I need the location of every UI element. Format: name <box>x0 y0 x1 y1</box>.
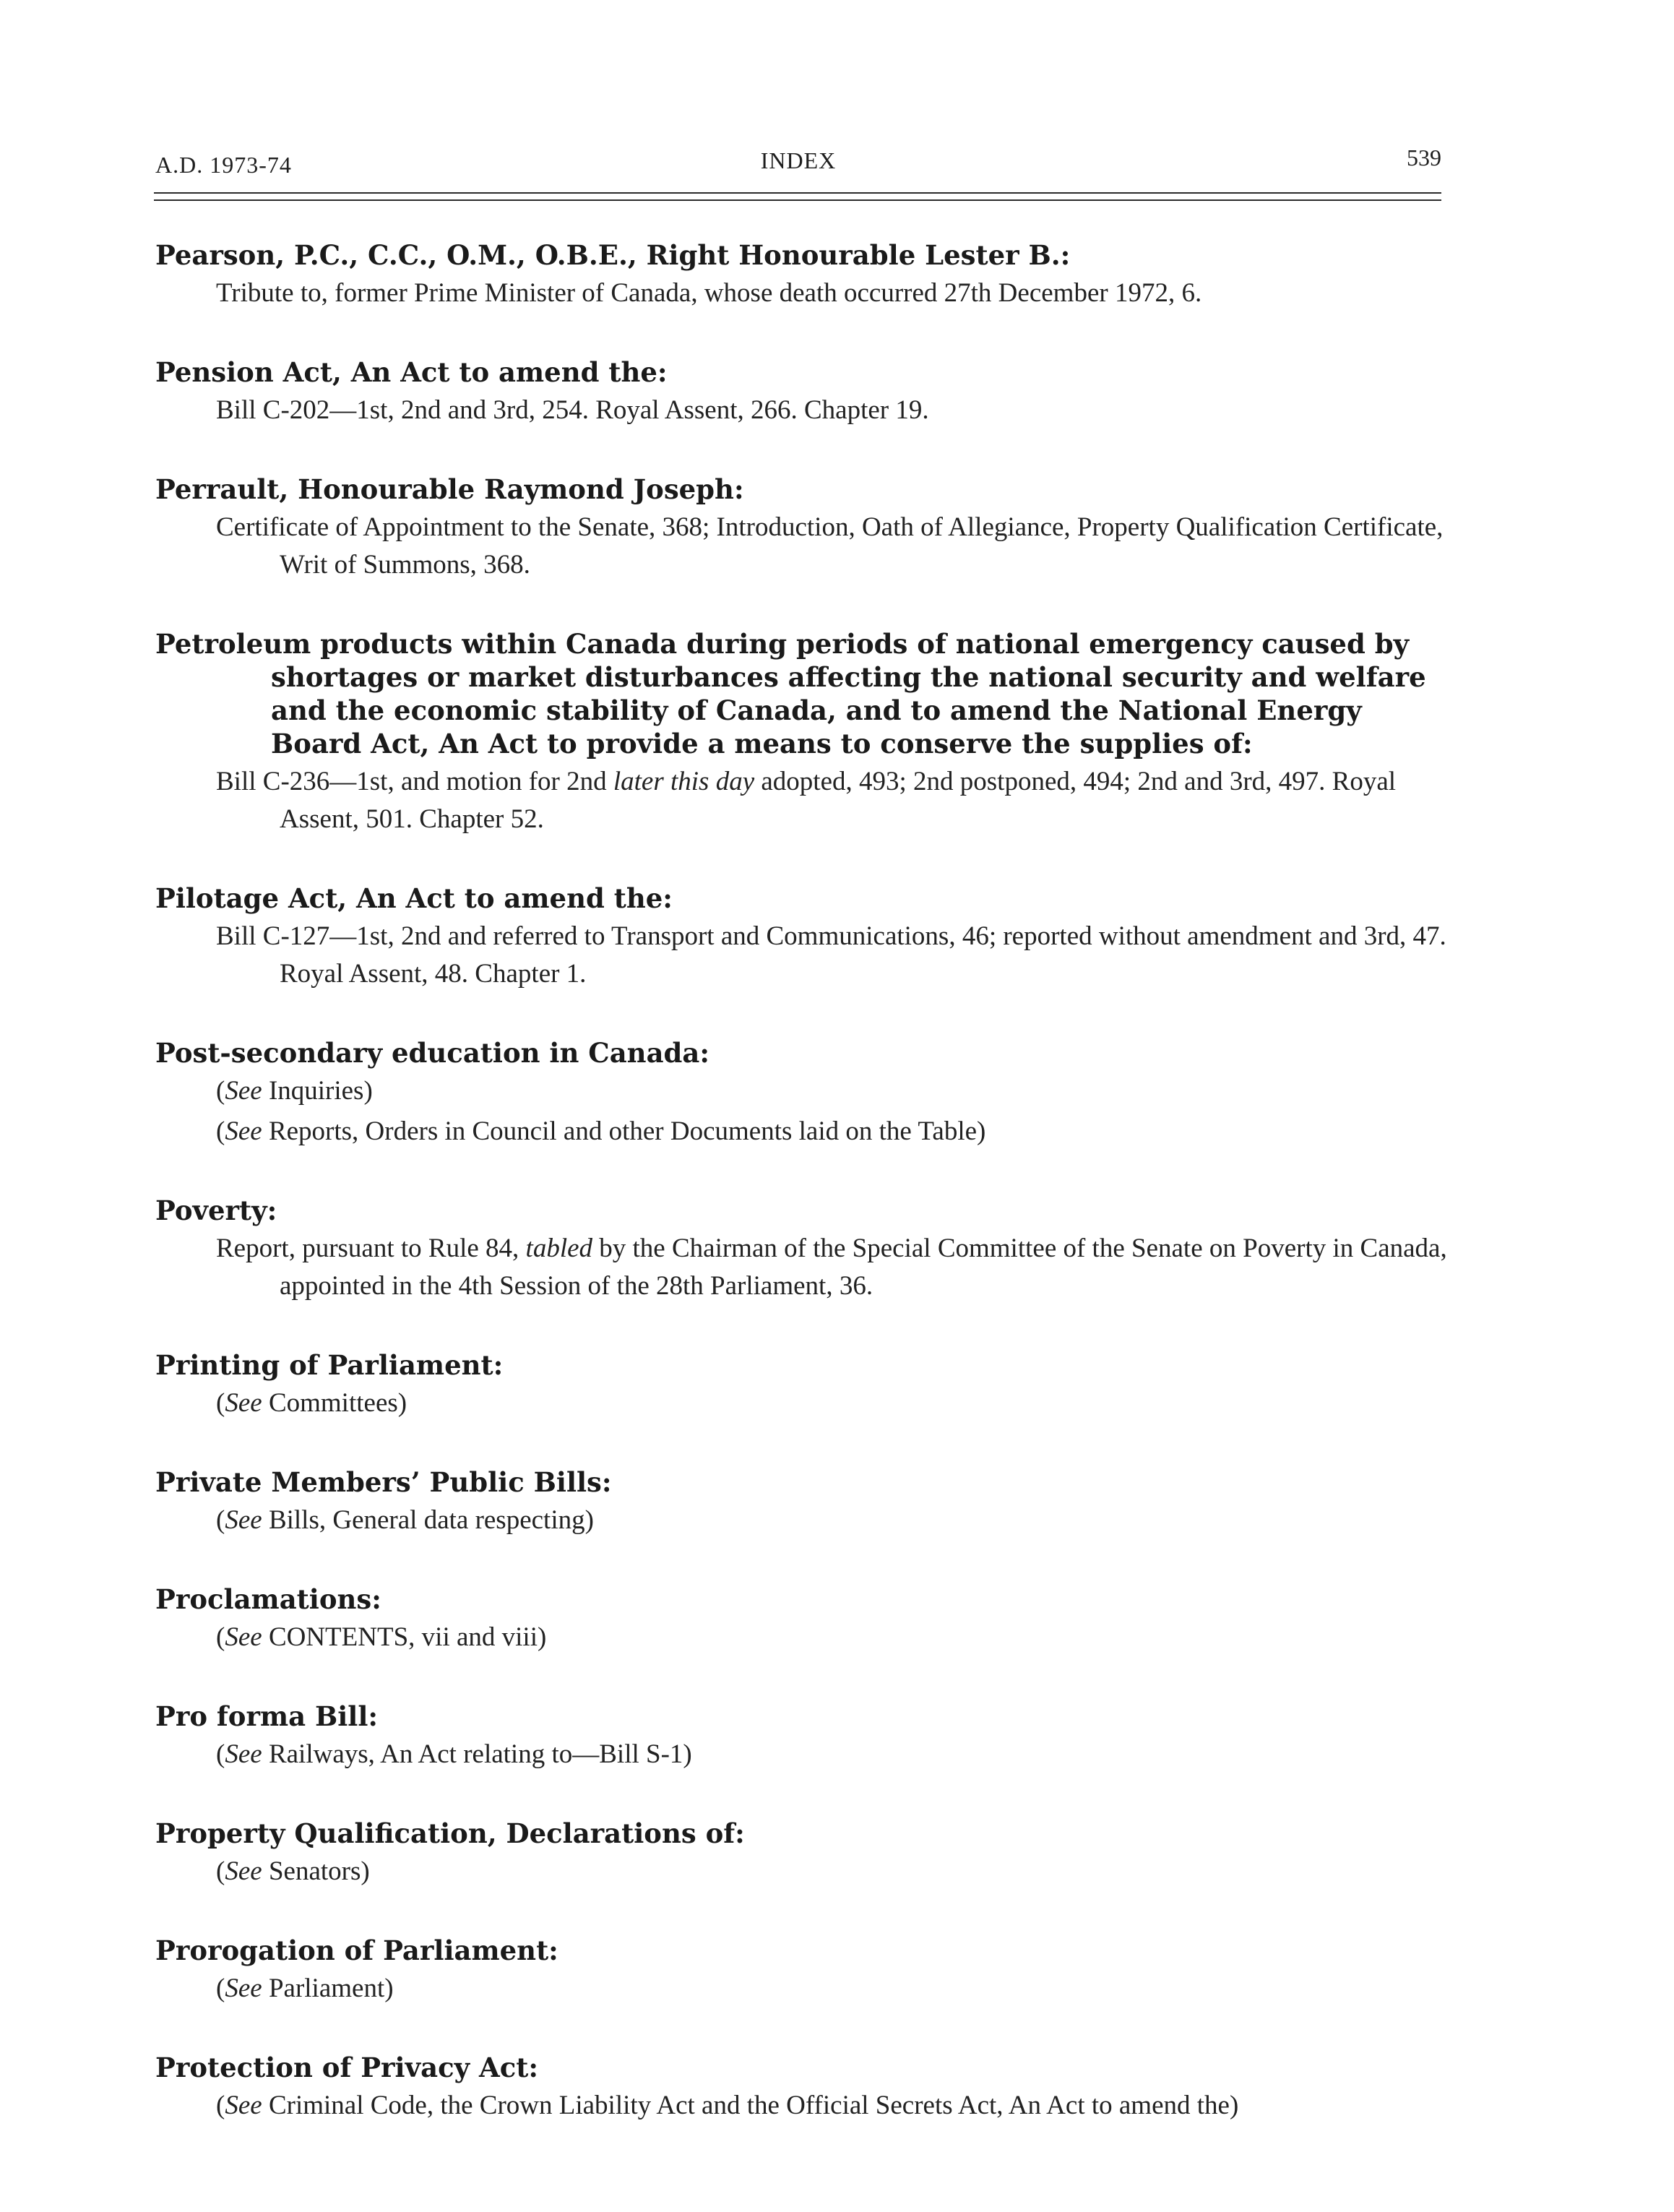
subentry-text: ( <box>216 2091 225 2120</box>
entry-subentry <box>155 1853 1449 1890</box>
subentry-emphasis: later this day <box>613 767 755 796</box>
entry-heading: Pilotage Act, An Act to amend the: <box>155 882 673 914</box>
entry-subentry <box>155 2087 1449 2125</box>
subentry-emphasis: See <box>225 1388 262 1418</box>
index-entry <box>155 473 1449 584</box>
entry-subentry <box>155 1619 1449 1656</box>
index-entry <box>155 1934 1449 2007</box>
subentry-text: ( <box>216 1388 225 1418</box>
entry-heading: Pro forma Bill: <box>155 1700 379 1732</box>
entry-heading: Prorogation of Parliament: <box>155 1935 558 1966</box>
subentry-text: Parliament) <box>262 1974 394 2003</box>
subentry-text: CONTENTS, vii and viii) <box>262 1622 547 1652</box>
subentry-text: Committees) <box>262 1388 407 1418</box>
subentry-text: ( <box>216 1505 225 1535</box>
subentry-text: ( <box>216 1739 225 1769</box>
entry-heading: Protection of Privacy Act: <box>155 2052 538 2083</box>
subentry-text: Bill C-236—1st, and motion for 2nd <box>216 767 613 796</box>
running-head-left: A.D. 1973-74 <box>155 152 292 178</box>
entry-subentry: Bill C-127—1st, 2nd and referred to Transport and Communications, 46; reported without amendment and 3rd, 47. Royal Assent, 48. Chapter 1. <box>216 921 1446 989</box>
subentry-emphasis: See <box>225 1505 262 1535</box>
subentry-text: Report, pursuant to Rule 84, <box>216 1234 526 1263</box>
header-rule-top <box>154 192 1441 194</box>
index-entry <box>155 627 1449 838</box>
index-entry <box>155 882 1449 993</box>
entry-subentry <box>155 1385 1449 1422</box>
index-entries <box>155 238 1449 2168</box>
index-entry <box>155 1036 1449 1150</box>
subentry-text: ( <box>216 1856 225 1886</box>
index-entry <box>155 356 1449 429</box>
subentry-emphasis: See <box>225 1622 262 1652</box>
subentry-text: ( <box>216 1622 225 1652</box>
subentry-text: adopted, 493; 2nd postponed, 494; 2nd and 3rd, 497. Royal Assent, 501. Chapter 52. <box>280 767 1397 834</box>
running-head <box>155 145 1441 188</box>
subentry-emphasis: See <box>225 1856 262 1886</box>
subentry-text: Inquiries) <box>262 1076 373 1106</box>
index-entry <box>155 1700 1449 1773</box>
entry-heading: Pearson, P.C., C.C., O.M., O.B.E., Right Honourable Lester B.: <box>155 239 1071 271</box>
index-entry <box>155 2051 1449 2125</box>
entry-heading: Post-secondary education in Canada: <box>155 1037 710 1069</box>
index-entry <box>155 1466 1449 1539</box>
entry-subentry <box>155 1970 1449 2007</box>
entry-subentry <box>155 1736 1449 1773</box>
entry-heading: Printing of Parliament: <box>155 1349 504 1381</box>
subentry-text: ( <box>216 1116 225 1146</box>
subentry-emphasis: tabled <box>525 1234 593 1263</box>
index-entry <box>155 1583 1449 1656</box>
subentry-emphasis: See <box>225 2091 262 2120</box>
header-rule-bottom <box>154 199 1441 201</box>
subentry-emphasis: See <box>225 1739 262 1769</box>
page-number: 539 <box>1407 145 1441 171</box>
entry-subentry: Tribute to, former Prime Minister of Canada, whose death occurred 27th December 1972, 6. <box>216 278 1202 308</box>
index-entry <box>155 238 1449 312</box>
subentry-text: Railways, An Act relating to—Bill S-1) <box>262 1739 692 1769</box>
entry-heading: Property Qualification, Declarations of: <box>155 1817 745 1849</box>
subentry-text: by the Chairman of the Special Committee of the Senate on Poverty in Canada, appointed in the 4th Session of the 28th Parliament, 36. <box>280 1234 1447 1301</box>
subentry-text: ( <box>216 1974 225 2003</box>
subentry-emphasis: See <box>225 1974 262 2003</box>
entry-heading: Pension Act, An Act to amend the: <box>155 356 668 388</box>
index-entry <box>155 1194 1449 1305</box>
subentry-text: ( <box>216 1076 225 1106</box>
entry-heading: Petroleum products within Canada during periods of national emergency caused by shortages or market disturbances affecting the national security and welfare and the economic stability of Canada, and to amend the National Energy Board Act, An Act to provide a means to conserve the supplies of: <box>155 628 1426 759</box>
subentry-text: Bills, General data respecting) <box>262 1505 594 1535</box>
subentry-emphasis: See <box>225 1116 262 1146</box>
entry-subentry <box>155 1230 1449 1305</box>
entry-subentry <box>155 1113 1449 1150</box>
subentry-text: Senators) <box>262 1856 370 1886</box>
entry-subentry: Certificate of Appointment to the Senate, 368; Introduction, Oath of Allegiance, Property Qualification Certificate, Writ of Summons, 368. <box>216 512 1444 580</box>
entry-heading: Perrault, Honourable Raymond Joseph: <box>155 473 744 505</box>
index-entry <box>155 1348 1449 1422</box>
entry-subentry <box>155 1072 1449 1110</box>
entry-heading: Poverty: <box>155 1195 277 1226</box>
entry-subentry <box>155 1502 1449 1539</box>
running-head-title: INDEX <box>760 147 837 173</box>
entry-heading: Proclamations: <box>155 1583 381 1615</box>
entry-subentry <box>155 763 1449 838</box>
entry-subentry: Bill C-202—1st, 2nd and 3rd, 254. Royal Assent, 266. Chapter 19. <box>216 395 929 425</box>
subentry-emphasis: See <box>225 1076 262 1106</box>
entry-heading: Private Members’ Public Bills: <box>155 1466 612 1498</box>
index-entry <box>155 1817 1449 1890</box>
subentry-text: Criminal Code, the Crown Liability Act and the Official Secrets Act, An Act to amend the) <box>262 2091 1239 2120</box>
subentry-text: Reports, Orders in Council and other Documents laid on the Table) <box>262 1116 986 1146</box>
